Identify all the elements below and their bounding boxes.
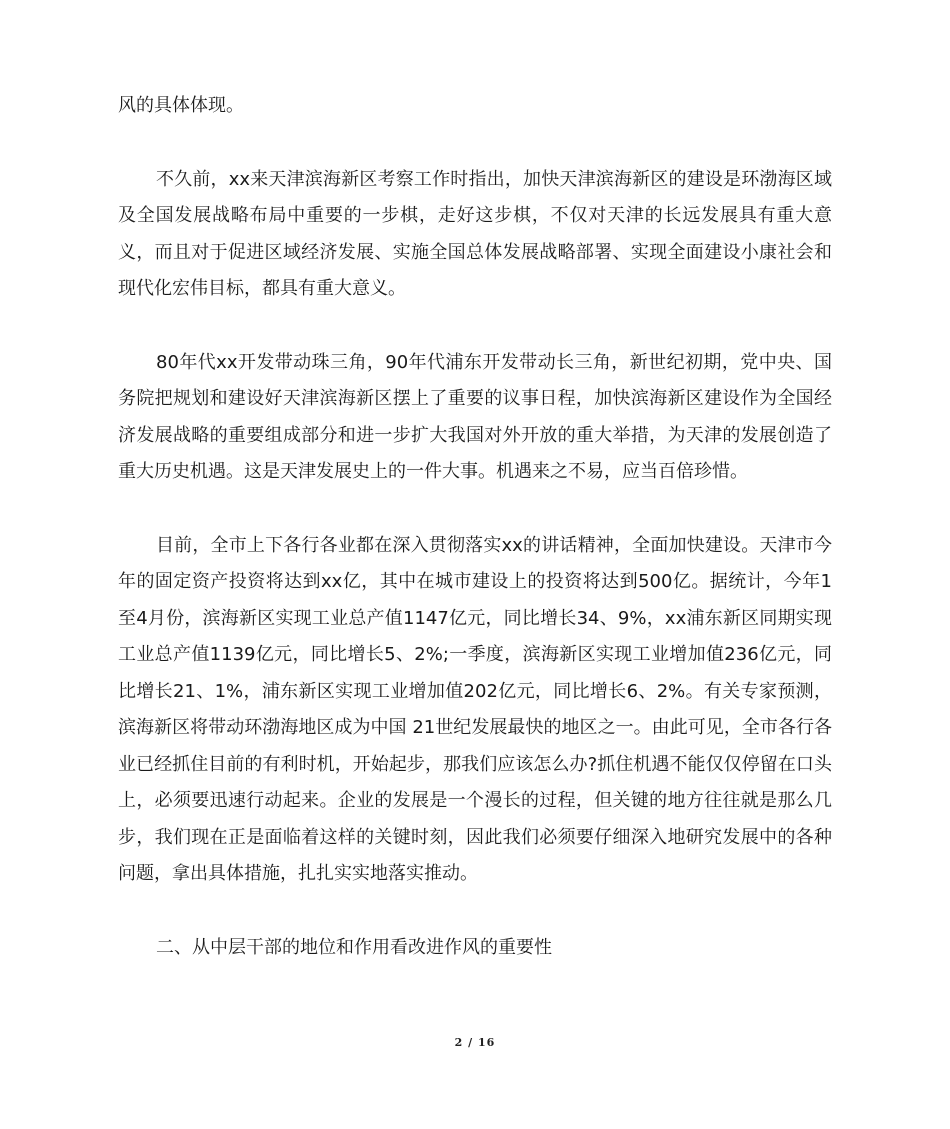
- paragraph-statistics: 目前，全市上下各行各业都在深入贯彻落实xx的讲话精神，全面加快建设。天津市今年的固定资产投资将达到xx亿，其中在城市建设上的投资将达到500亿。据统计，今年1至4月份，滨海新区实现工业总产值1147亿元，同比增长34、9%，xx浦东新区同期实现工业总产值1139亿元，同比增长5、2%;一季度，滨海新区实现工业增加值236亿元，同比增长21、1%，浦东新区实现工业增加值202亿元，同比增长6、2%。有关专家预测，滨海新区将带动环渤海地区成为中国 21世纪发展最快的地区之一。由此可见，全市各行各业已经抓住目前的有利时机，开始起步，那我们应该怎么办?抓住机遇不能仅仅停留在口头上，必须要迅速行动起来。企业的发展是一个漫长的过程，但关键的地方往往就是那么几步，我们现在正是面临着这样的关键时刻，因此我们必须要仔细深入地研究发展中的各种问题，拿出具体措施，扎扎实实地落实推动。: [118, 534, 832, 884]
- paragraph-inspection-remarks: 不久前，xx来天津滨海新区考察工作时指出，加快天津滨海新区的建设是环渤海区域及全国发展战略布局中重要的一步棋，走好这步棋，不仅对天津的长远发展具有重大意义，而且对于促进区域经济发展、实施全国总体发展战略部署、实现全面建设小康社会和现代化宏伟目标，都具有重大意义。: [118, 168, 832, 299]
- section-heading: 二、从中层干部的地位和作用看改进作风的重要性: [156, 936, 552, 958]
- paragraph-spacer: [118, 308, 832, 345]
- document-body: [118, 88, 832, 966]
- paragraph-spacer: [118, 491, 832, 528]
- page-number: 2 / 16: [454, 1036, 496, 1049]
- paragraph-spacer: [118, 125, 832, 162]
- paragraph-continuation: 风的具体体现。: [118, 95, 244, 116]
- paragraph-spacer: [118, 893, 832, 930]
- paragraph-development-history: 80年代xx开发带动珠三角，90年代浦东开发带动长三角，新世纪初期，党中央、国务院把规划和建设好天津滨海新区摆上了重要的议事日程，加快滨海新区建设作为全国经济发展战略的重要组成部分和进一步扩大我国对外开放的重大举措，为天津的发展创造了重大历史机遇。这是天津发展史上的一件大事。机遇来之不易，应当百倍珍惜。: [118, 351, 832, 482]
